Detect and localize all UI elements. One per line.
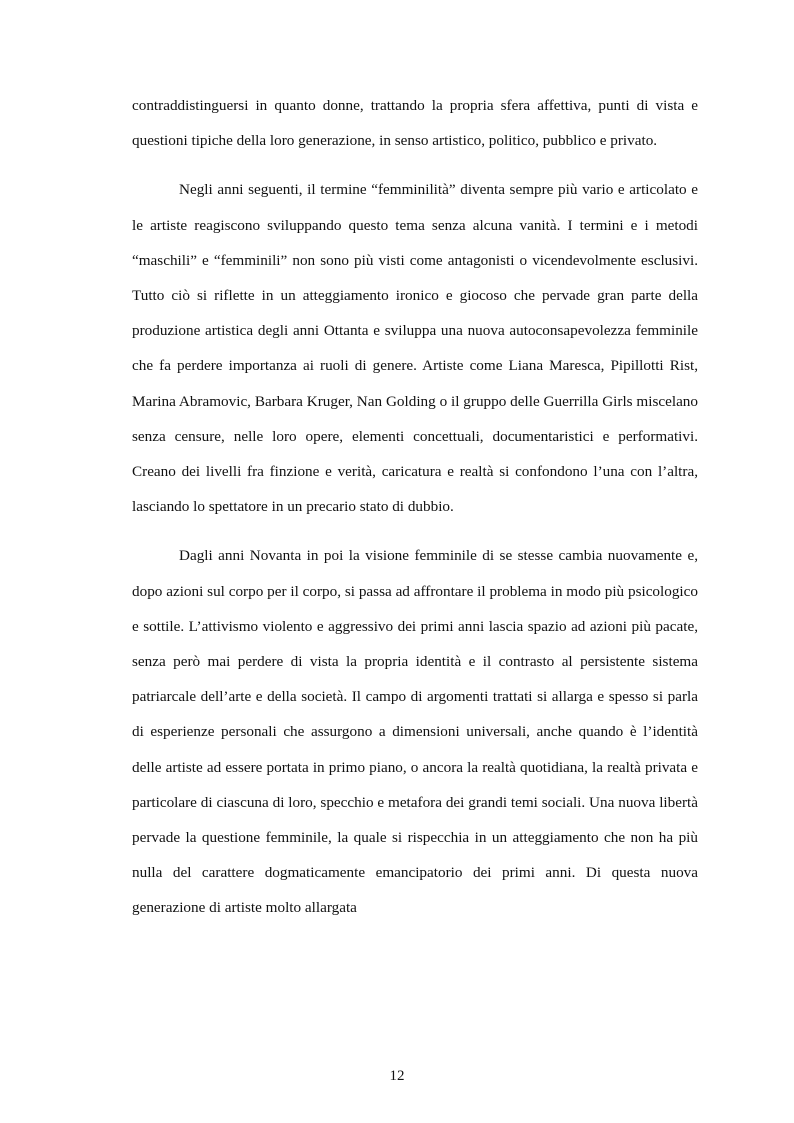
paragraph-femminilita: Negli anni seguenti, il termine “femminilità” diventa sempre più vario e articolato e le artiste reagiscono sviluppando questo tema senza alcuna vanità. I termini e i metodi “maschili” e “femminili” non sono più visti come antagonisti o vicendevolmente esclusivi. Tutto ciò si riflette in un atteggiamento ironico e giocoso che pervade gran parte della produzione artistica degli anni Ottanta e sviluppa una nuova autoconsapevolezza femminile che fa perdere importanza ai ruoli di genere. Artiste come Liana Maresca, Pipillotti Rist, Marina Abramovic, Barbara Kruger, Nan Golding o il gruppo delle Guerrilla Girls miscelano senza censure, nelle loro opere, elementi concettuali, documentaristici e performativi. Creano dei livelli fra finzione e verità, caricatura e realtà si confondono l’una con l’altra, lasciando lo spettatore in un precario stato di dubbio.: [132, 181, 698, 516]
page-number: 12: [389, 1068, 405, 1084]
paragraph-continuation: contraddistinguersi in quanto donne, trattando la propria sfera affettiva, punti di vista e questioni tipiche della loro generazione, in senso artistico, politico, pubblico e privato.: [132, 97, 698, 150]
body-text: [132, 88, 698, 926]
paragraph-anni-novanta: Dagli anni Novanta in poi la visione femminile di se stesse cambia nuovamente e, dopo azioni sul corpo per il corpo, si passa ad affrontare il problema in modo più psicologico e sottile. L’attivismo violento e aggressivo dei primi anni lascia spazio ad azioni più pacate, senza però mai perdere di vista la propria identità e il contrasto al persistente sistema patriarcale dell’arte e della società. Il campo di argomenti trattati si allarga e spesso si parla di esperienze personali che assurgono a dimensioni universali, anche quando è l’identità delle artiste ad essere portata in primo piano, o ancora la realtà quotidiana, la realtà privata e particolare di ciascuna di loro, specchio e metafora dei grandi temi sociali. Una nuova libertà pervade la questione femminile, la quale si rispecchia in un atteggiamento che non ha più nulla del carattere dogmaticamente emancipatorio dei primi anni. Di questa nuova generazione di artiste molto allargata: [132, 547, 698, 917]
